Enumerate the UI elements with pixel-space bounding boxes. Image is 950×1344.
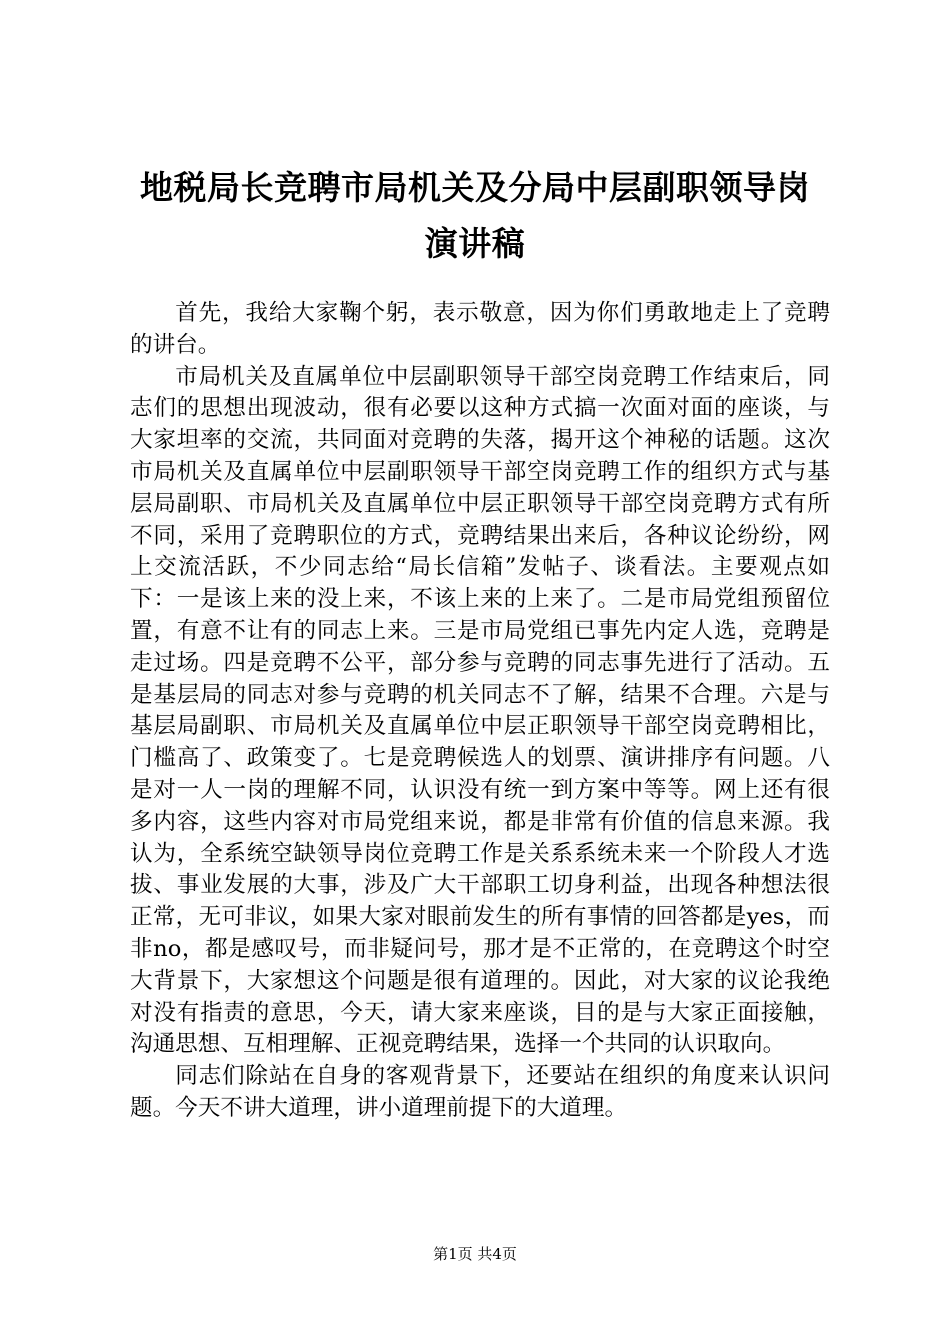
title-line-2: 演讲稿 <box>424 224 526 263</box>
paragraph-1: 首先，我给大家鞠个躬，表示敬意，因为你们勇敢地走上了竞聘的讲台。 <box>130 300 830 358</box>
title-line-1: 地税局长竞聘市局机关及分局中层副职领导岗 <box>140 168 810 207</box>
document-body <box>130 298 830 1125</box>
document-title <box>118 160 832 272</box>
paragraph-2: 市局机关及直属单位中层副职领导干部空岗竞聘工作结束后，同志们的思想出现波动，很有必要以这种方式搞一次面对面的座谈，与大家坦率的交流，共同面对竞聘的失落，揭开这个神秘的话题。这次市局机关及直属单位中层副职领导干部空岗竞聘工作的组织方式与基层局副职、市局机关及直属单位中层正职领导干部空岗竞聘方式有所不同，采用了竞聘职位的方式，竞聘结果出来后，各种议论纷纷，网上交流活跃，不少同志给“局长信箱”发帖子、谈看法。主要观点如下：一是该上来的没上来，不该上来的上来了。二是市局党组预留位置，有意不让有的同志上来。三是市局党组已事先内定人选，竞聘是走过场。四是竞聘不公平，部分参与竞聘的同志事先进行了活动。五是基层局的同志对参与竞聘的机关同志不了解，结果不合理。六是与基层局副职、市局机关及直属单位中层正职领导干部空岗竞聘相比，门槛高了、政策变了。七是竞聘候选人的划票、演讲排序有问题。八是对一人一岗的理解不同，认识没有统一到方案中等等。网上还有很多内容，这些内容对市局党组来说，都是非常有价值的信息来源。我认为，全系统空缺领导岗位竞聘工作是关系系统未来一个阶段人才选拔、事业发展的大事，涉及广大干部职工切身利益，出现各种想法很正常，无可非议，如果大家对眼前发生的所有事情的回答都是yes，而非no，都是感叹号，而非疑问号，那才是不正常的，在竞聘这个时空大背景下，大家想这个问题是很有道理的。因此，对大家的议论我绝对没有指责的意思，今天，请大家来座谈，目的是与大家正面接触，沟通思想、互相理解、正视竞聘结果，选择一个共同的认识取向。 <box>130 363 830 1058</box>
page-footer: 第1页 共4页 <box>433 1245 517 1263</box>
paragraph-3: 同志们除站在自身的客观背景下，还要站在组织的角度来认识问题。今天不讲大道理，讲小道理前提下的大道理。 <box>130 1063 830 1121</box>
